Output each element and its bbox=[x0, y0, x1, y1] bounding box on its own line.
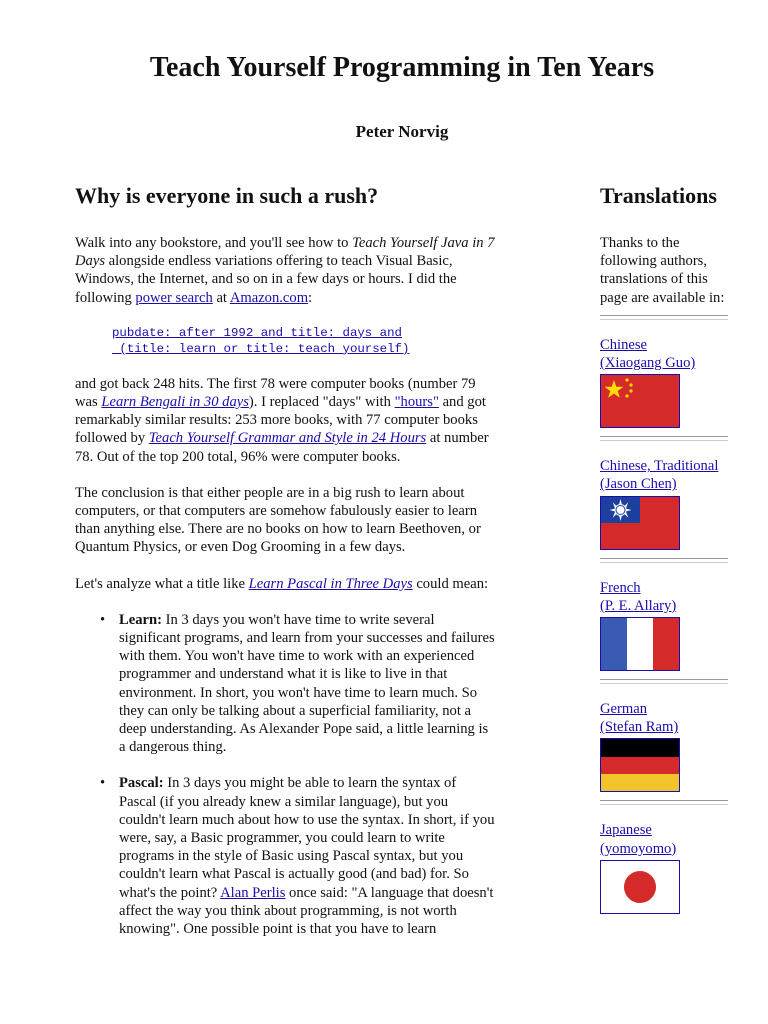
french-translation-link[interactable] bbox=[600, 579, 730, 671]
chinese-traditional-translation-link[interactable] bbox=[600, 457, 730, 549]
author-name: Peter Norvig bbox=[355, 122, 449, 141]
france-flag-icon[interactable] bbox=[600, 617, 680, 671]
search-query-link-line2[interactable]: (title: learn or title: teach yourself) bbox=[112, 341, 410, 356]
divider bbox=[600, 679, 728, 684]
chinese-translation-link[interactable] bbox=[600, 336, 730, 428]
paragraph-hits bbox=[75, 375, 495, 466]
translator-name: (yomoyomo) bbox=[600, 840, 677, 857]
book-title: Teach Yourself Java in 7 Days bbox=[75, 235, 495, 270]
translation-chinese bbox=[600, 336, 730, 428]
amazon-link[interactable]: Amazon.com bbox=[229, 289, 309, 306]
german-translation-link[interactable] bbox=[600, 700, 730, 792]
bullet: • bbox=[100, 611, 106, 628]
section-heading: Why is everyone in such a rush? bbox=[75, 183, 379, 208]
divider bbox=[600, 315, 728, 320]
paragraph-bookstore bbox=[75, 234, 495, 307]
germany-flag-icon[interactable] bbox=[600, 738, 680, 792]
text: alongside endless variations offering to teach Visual Basic, Windows, the Internet, and so on in a few days or hours. I did the following bbox=[75, 253, 457, 306]
analysis-list bbox=[75, 611, 495, 938]
translator-name: (P. E. Allary) bbox=[600, 597, 677, 614]
language-name: German bbox=[600, 701, 648, 718]
translation-french bbox=[600, 579, 730, 671]
translation-german bbox=[600, 700, 730, 792]
point-text: In 3 days you might be able to learn the syntax of Pascal (if you already knew a similar language), but you couldn't learn much about how to use the syntax. In short, if you were, say, a Basic programmer, you could learn to write programs in the style of Basic using Pascal syntax, but you couldn't learn what Pascal is actually good (and bad) for. So what's the point? bbox=[119, 775, 495, 901]
bengali-book-title: Learn Bengali in 30 days bbox=[101, 394, 249, 411]
language-name: Japanese bbox=[600, 822, 652, 839]
divider bbox=[600, 436, 728, 441]
divider bbox=[600, 800, 728, 805]
translator-name: (Xiaogang Guo) bbox=[600, 355, 696, 372]
japanese-translation-link[interactable] bbox=[600, 821, 730, 913]
list-item-pascal bbox=[100, 774, 495, 938]
list-item-learn bbox=[100, 611, 495, 757]
text: and got remarkably similar results: 253 more books, with 77 computer books followed by bbox=[75, 394, 486, 447]
grammar-book-title: Teach Yourself Grammar and Style in 24 Hours bbox=[148, 430, 427, 447]
language-name: Chinese, Traditional bbox=[600, 458, 719, 475]
paragraph-conclusion: The conclusion is that either people are in a big rush to learn about computers, or that computers are somehow fabulously easier to learn than anything else. There are no books on how to learn Beethoven, or Quantum Physics, or even Dog Grooming in a few days. bbox=[75, 484, 481, 556]
bengali-book-link[interactable] bbox=[101, 394, 249, 410]
taiwan-flag-icon[interactable] bbox=[600, 496, 680, 550]
translator-name: (Stefan Ram) bbox=[600, 719, 679, 736]
china-flag-icon[interactable] bbox=[600, 374, 680, 428]
pascal-book-link[interactable] bbox=[249, 576, 413, 592]
search-query-code bbox=[112, 325, 495, 357]
search-query-link-line1[interactable]: pubdate: after 1992 and title: days and bbox=[112, 325, 402, 340]
text: and got back 248 hits. The first 78 were computer books (number 79 was bbox=[75, 375, 476, 411]
text: at bbox=[212, 289, 230, 306]
translations-intro: Thanks to the following authors, translations of this page are available in: bbox=[600, 235, 725, 306]
translation-chinese-traditional bbox=[600, 457, 730, 549]
grammar-book-link[interactable] bbox=[149, 430, 426, 446]
translator-name: (Jason Chen) bbox=[600, 476, 677, 493]
alan-perlis-link[interactable]: Alan Perlis bbox=[220, 884, 286, 901]
translations-sidebar bbox=[600, 182, 730, 914]
bullet: • bbox=[100, 775, 106, 792]
japan-flag-icon[interactable] bbox=[600, 860, 680, 914]
pascal-book-title: Learn Pascal in Three Days bbox=[248, 575, 413, 592]
point-text: In 3 days you won't have time to write several significant programs, and learn from your successes and failures with them. You won't have time to work with an experienced programmer and understand what it is like to live in that environment. In short, you won't have time to learn much. So they can only be talking about a superficial familiarity, not a deep understanding. As Alexander Pope said, a little learning is a dangerous thing. bbox=[119, 611, 495, 756]
language-name: Chinese bbox=[600, 336, 648, 353]
translations-heading: Translations bbox=[600, 183, 717, 208]
paragraph-analyze bbox=[75, 575, 495, 593]
divider bbox=[600, 558, 728, 563]
text: : bbox=[308, 289, 313, 306]
article-body bbox=[75, 182, 495, 956]
text: ). I replaced "days" with bbox=[248, 394, 395, 411]
text: at number 78. Out of the top 200 total, 96% were computer books. bbox=[75, 430, 489, 465]
language-name: French bbox=[600, 579, 641, 596]
hours-search-link[interactable]: "hours" bbox=[394, 394, 439, 411]
text: Let's analyze what a title like bbox=[75, 575, 249, 592]
text: Walk into any bookstore, and you'll see how to bbox=[75, 235, 353, 251]
power-search-link[interactable]: power search bbox=[135, 289, 213, 306]
page-title: Teach Yourself Programming in Ten Years bbox=[149, 52, 655, 83]
point-label: Learn: bbox=[119, 611, 162, 628]
translation-japanese bbox=[600, 821, 730, 913]
point-label: Pascal: bbox=[119, 775, 164, 792]
text: could mean: bbox=[412, 575, 489, 592]
point-text: once said: "A language that doesn't affect the way you think about programming, is not worth knowing". One possible point is that you have to learn bbox=[119, 884, 494, 938]
